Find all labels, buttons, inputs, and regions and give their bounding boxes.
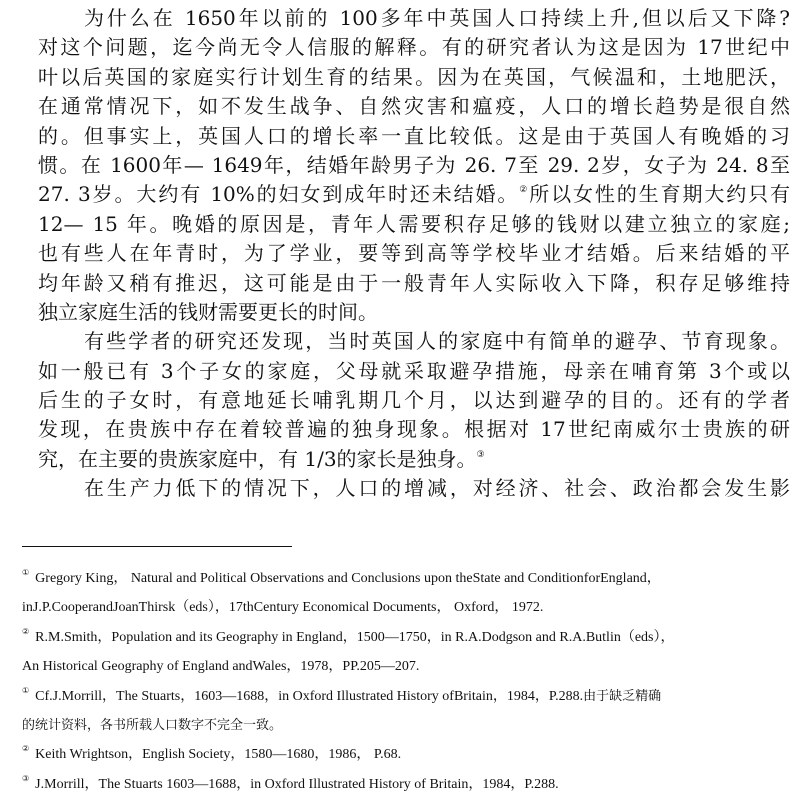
footnote-text-cjk: 由于缺乏精确 [583,688,662,704]
paragraph-1-line [38,180,790,209]
footnote-divider [22,546,292,547]
footnotes [22,564,806,799]
paragraph-1-line: 在通常情况下，如不发生战争、自然灾害和瘟疫，人口的增长趋势是很自然 [38,94,790,119]
paragraph-1-line: 惯。在 1600年— 1649年，结婚年龄男子为 26. 7至 29. 2岁，女子为 24. 8至 [38,152,790,177]
footnote-mark: ② [22,626,30,636]
paragraph-1-line: 叶以后英国的家庭实行计划生育的结果。因为在英国，气候温和，土地肥沃， [38,64,790,89]
paragraph-1-line: 为什么在 1650年以前的 100多年中英国人口持续上升,但以后又下降? [84,6,790,30]
footnote-mark: ① [22,568,30,577]
footnote-3-line-1 [22,682,806,711]
footnote-1-line-2: inJ.P.CooperandJoanThirsk（eds），17thCentury Economical Documents， Oxford， 1972. [22,600,544,616]
footnote-text-cjk: 的统计资料，各书所载人口数字不完全一致。 [22,717,283,733]
line-text: 所以女性的生育期大约只有 [527,182,791,207]
paragraph-1-line: 均年龄又稍有推迟，这可能是由于一般青年人实际收入下降，积存足够维持 [38,270,790,295]
footnote-text: R.M.Smith，Population and its Geography in England，1500—1750，in R.A.Dodgson and R.A.Butlin（eds）， [35,629,675,645]
footnote-text: Keith Wrightson，English Society，1580—1680，1986， P.68. [35,747,402,763]
footnote-4-line-1 [22,740,806,769]
paragraph-1-line: 也有些人在年青时，为了学业，要等到高等学校毕业才结婚。后来结婚的平 [38,241,790,266]
paragraph-2-line: 发现，在贵族中存在着较普遍的独身现象。根据对 17世纪南威尔士贵族的研 [38,417,790,442]
footnote-ref-2[interactable]: ② [519,185,528,196]
footnote-text: Gregory King， Natural and Political Observations and Conclusions upon theState and ConditionforEngland， [35,571,661,586]
paragraph-3-line: 在生产力低下的情况下，人口的增减，对经济、社会、政治都会发生影 [84,476,790,501]
line-text: 27. 3岁。大约有 10%的妇女到成年时还未结婚。 [38,182,520,207]
footnote-2-line-1 [22,623,806,652]
paragraph-1-line: 的。但事实上，英国人口的增长率一直比较低。这是由于英国人有晚婚的习 [38,123,790,148]
footnote-mark: ② [22,744,30,754]
footnote-text: Cf.J.Morrill，The Stuarts，1603—1688，in Oxford Illustrated History ofBritain，1984，P.288. [35,688,584,704]
footnote-mark: ③ [22,773,30,783]
footnote-text: J.Morrill，The Stuarts 1603—1688，in Oxford Illustrated History of Britain，1984，P.288. [35,776,559,792]
paragraph-1-line: 独立家庭生活的钱财需要更长的时间。 [38,299,378,324]
footnote-mark: ① [22,685,30,695]
paragraph-2-line: 如一般已有 3个子女的家庭，父母就采取避孕措施，母亲在哺育第 3个或以 [38,358,790,383]
footnote-2-line-2: An Historical Geography of England andWales，1978，PP.205—207. [22,659,420,675]
paragraph-2-line [38,445,790,474]
paragraph-2-line: 后生的子女时，有意地延长哺乳期几个月，以达到避孕的目的。还有的学者 [38,388,790,413]
footnote-5-line-1 [22,770,806,799]
line-text: 究，在主要的贵族家庭中，有 1/3的家长是独身。 [38,446,477,471]
paragraph-1-line: 对这个问题，迄今尚无令人信服的解释。有的研究者认为这是因为 17世纪中 [38,35,790,60]
footnote-3-line-2 [22,711,806,740]
footnote-1-line-1 [22,564,806,593]
footnote-ref-3[interactable]: ③ [476,449,485,460]
paragraph-2-line: 有些学者的研究还发现，当时英国人的家庭中有简单的避孕、节育现象。 [84,329,790,354]
body-text [38,4,790,504]
paragraph-1-line: 12— 15 年。晚婚的原因是，青年人需要积存足够的钱财以建立独立的家庭; [38,211,790,236]
